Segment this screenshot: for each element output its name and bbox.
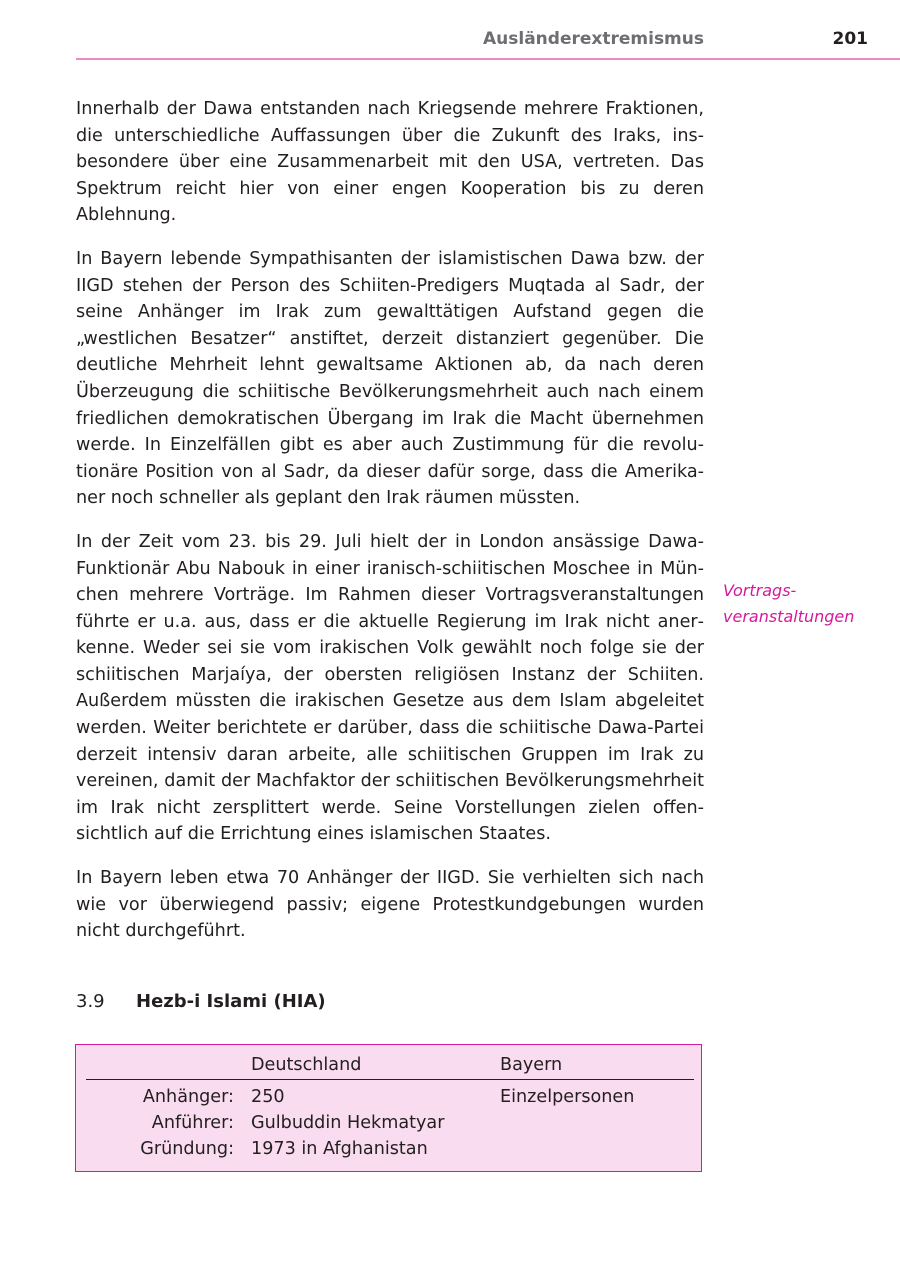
paragraph: In der Zeit vom 23. bis 29. Juli hielt der in London ansässige Dawa-Funktionär Abu Nabouk in einer iranisch-schiitischen Moschee in München mehrere Vorträge. Im Rahmen dieser Vortragsveranstaltungen führte er u.a. aus, dass er die aktuelle Regierung im Irak nicht anerkenne. Weder sei sie vom irakischen Volk gewählt noch folge sie der schiitischen Marjaíya, der obersten religiösen Instanz der Schiiten. Außerdem müssten die irakischen Gesetze aus dem Islam abgeleitet werden. Weiter berichtete er darüber, dass die schiitische Dawa-Partei derzeit intensiv daran arbeite, alle schiitischen Gruppen im Irak zu vereinen, damit der Machfaktor der schiitischen Bevölkerungsmehrheit im Irak nicht zersplittert werde. Seine Vorstellungen zielen offensichtlich auf die Errichtung eines islamischen Staates. <box>76 531 704 845</box>
header-rule <box>86 1079 694 1080</box>
paragraph: In Bayern lebende Sympathisanten der islamistischen Dawa bzw. der IIGD stehen der Person des Schiiten-Predigers Muqtada al Sadr, der seine Anhänger im Irak zum gewalttätigen Aufstand gegen die „westlichen Besatzer“ anstiftet, derzeit distanziert gegenüber. Die deutliche Mehrheit lehnt gewaltsame Aktionen ab, da nach deren Überzeugung die schiitische Bevölkerungsmehrheit auch nach einem friedlichen demokratischen Übergang im Irak die Macht übernehmen werde. In Einzelfällen gibt es aber auch Zustimmung für die revolutionäre Position von al Sadr, da dieser dafür sorge, dass die Amerikaner noch schneller als geplant den Irak räumen müssten. <box>76 248 704 509</box>
running-title: Ausländerextremismus <box>483 29 704 49</box>
row-label-founding: Gründung: <box>140 1139 234 1159</box>
paragraph: In Bayern leben etwa 70 Anhänger der IIGD. Sie verhielten sich nach wie vor überwiegend passiv; eigene Protestkundgebungen wurden nicht durchgeführt. <box>76 868 704 942</box>
page-header <box>76 0 900 60</box>
column-header-bavaria: Bayern <box>500 1055 563 1075</box>
paragraph: Innerhalb der Dawa entstanden nach Kriegsende mehrere Fraktionen, die unterschiedliche Auffassungen über die Zukunft des Iraks, insbesondere über eine Zusammenarbeit mit den USA, vertreten. Das Spektrum reicht hier von einer engen Kooperation bis zu deren Ablehnung. <box>76 99 704 226</box>
row-label-leader: Anführer: <box>151 1113 234 1133</box>
row-value-germany: 1973 in Afghanistan <box>251 1139 428 1159</box>
main-text <box>76 96 704 962</box>
section-heading <box>76 988 326 1016</box>
margin-note <box>723 578 893 630</box>
margin-note-line: Vortrags- <box>723 581 797 600</box>
page-number: 201 <box>832 29 868 49</box>
row-value-bavaria: Einzelpersonen <box>500 1087 635 1107</box>
row-value-germany: Gulbuddin Hekmatyar <box>251 1113 445 1133</box>
section-number: 3.9 <box>76 991 105 1012</box>
column-header-germany: Deutschland <box>251 1055 362 1075</box>
margin-note-line: veranstaltungen <box>723 607 855 626</box>
section-title: Hezb-i Islami (HIA) <box>136 991 326 1012</box>
row-value-germany: 250 <box>251 1087 285 1107</box>
row-label-followers: Anhänger: <box>142 1087 234 1107</box>
info-box <box>75 1044 702 1172</box>
